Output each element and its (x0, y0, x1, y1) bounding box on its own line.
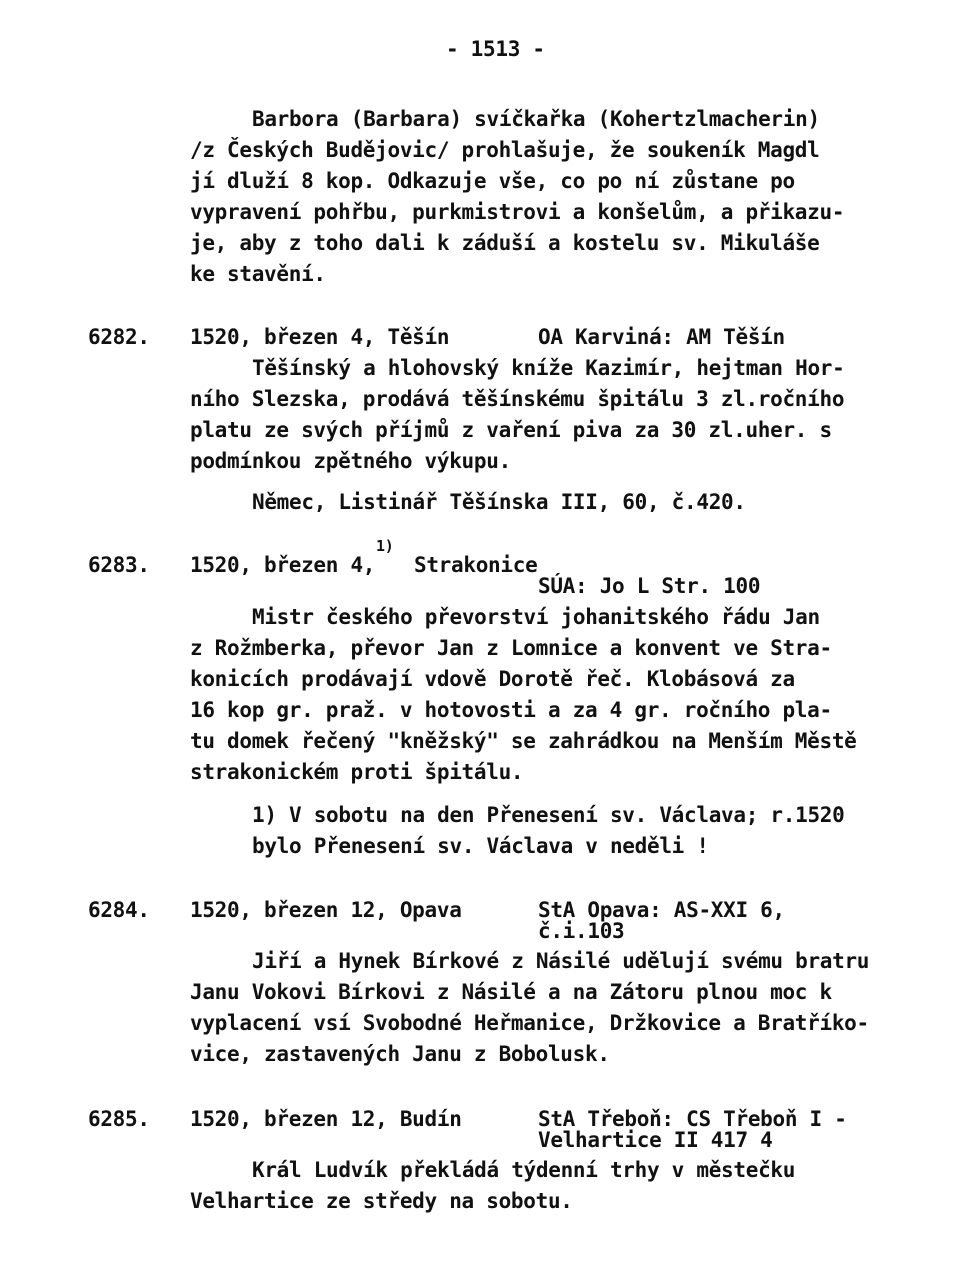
entry-text-line: vyplacení vsí Svobodné Heřmanice, Držkovice a Bratříko- (190, 1011, 869, 1035)
entry-text-line: Král Ludvík překládá týdenní trhy v městečku (252, 1158, 796, 1182)
entry-text-line: Těšínský a hlohovský kníže Kazimír, hejtman Hor- (252, 356, 845, 380)
entry-text-line: tu domek řečený "kněžský" se zahrádkou na Menším Městě (190, 729, 857, 753)
entry-archive: StA Třeboň: CS Třeboň I - (538, 1107, 847, 1131)
entry-number: 6284. (88, 898, 150, 922)
entry-text-line: Janu Vokovi Bírkovi z Násilé a na Zátoru plnou moc k (190, 980, 832, 1004)
entry-text-line: Velhartice ze středy na sobotu. (190, 1189, 573, 1213)
entry-date-place: 1520, březen 12, Opava (190, 898, 462, 922)
entry-text-line: Mistr českého převorství johanitského řádu Jan (252, 605, 820, 629)
page-number: - 1513 - (446, 37, 545, 61)
entry-text-line: ního Slezska, prodává těšínskému špitálu 3 zl.ročního (190, 387, 845, 411)
footnote-marker: 1) (376, 537, 394, 555)
entry-text-line: 16 kop gr. praž. v hotovosti a za 4 gr. ročního pla- (190, 698, 832, 722)
entry-literature: Němec, Listinář Těšínska III, 60, č.420. (252, 490, 746, 514)
entry-text-line: podmínkou zpětného výkupu. (190, 449, 511, 473)
intro-line: /z Českých Budějovic/ prohlašuje, že soukeník Magdl (190, 138, 820, 162)
entry-text-line: konicích prodávají vdově Dorotě řeč. Klobásová za (190, 667, 795, 691)
entry-number: 6283. (88, 553, 150, 577)
entry-text-line: strakonickém proti špitálu. (190, 760, 524, 784)
intro-line: je, aby z toho dali k záduší a kostelu sv. Mikuláše (190, 231, 820, 255)
entry-archive: Velhartice II 417 4 (538, 1128, 773, 1152)
footnote-line: bylo Přenesení sv. Václava v neděli ! (252, 834, 709, 858)
entry-archive: StA Opava: AS-XXI 6, (538, 898, 785, 922)
entry-date-place: 1520, březen 4, Těšín (190, 325, 450, 349)
entry-text-line: platu ze svých příjmů z vaření piva za 30 zl.uher. s (190, 418, 832, 442)
entry-number: 6285. (88, 1107, 150, 1131)
entry-text-line: z Rožmberka, převor Jan z Lomnice a konvent ve Stra- (190, 636, 832, 660)
footnote-line: 1) V sobotu na den Přenesení sv. Václava; r.1520 (252, 803, 845, 827)
entry-place: Strakonice (414, 553, 538, 577)
intro-line: vypravení pohřbu, purkmistrovi a konšelům, a přikazu- (190, 200, 845, 224)
entry-archive: č.i.103 (538, 919, 625, 943)
intro-line: jí dluží 8 kop. Odkazuje vše, co po ní zůstane po (190, 169, 795, 193)
entry-archive: OA Karviná: AM Těšín (538, 325, 785, 349)
entry-text-line: Jiří a Hynek Bírkové z Násilé udělují svému bratru (252, 949, 870, 973)
entry-archive: SÚA: Jo L Str. 100 (538, 574, 761, 598)
entry-date-place: 1520, březen 4, (190, 553, 376, 577)
entry-number: 6282. (88, 325, 150, 349)
intro-line: ke stavění. (190, 262, 326, 286)
entry-text-line: vice, zastavených Janu z Bobolusk. (190, 1042, 610, 1066)
intro-line: Barbora (Barbara) svíčkařka (Kohertzlmacherin) (252, 107, 820, 131)
entry-date-place: 1520, březen 12, Budín (190, 1107, 462, 1131)
